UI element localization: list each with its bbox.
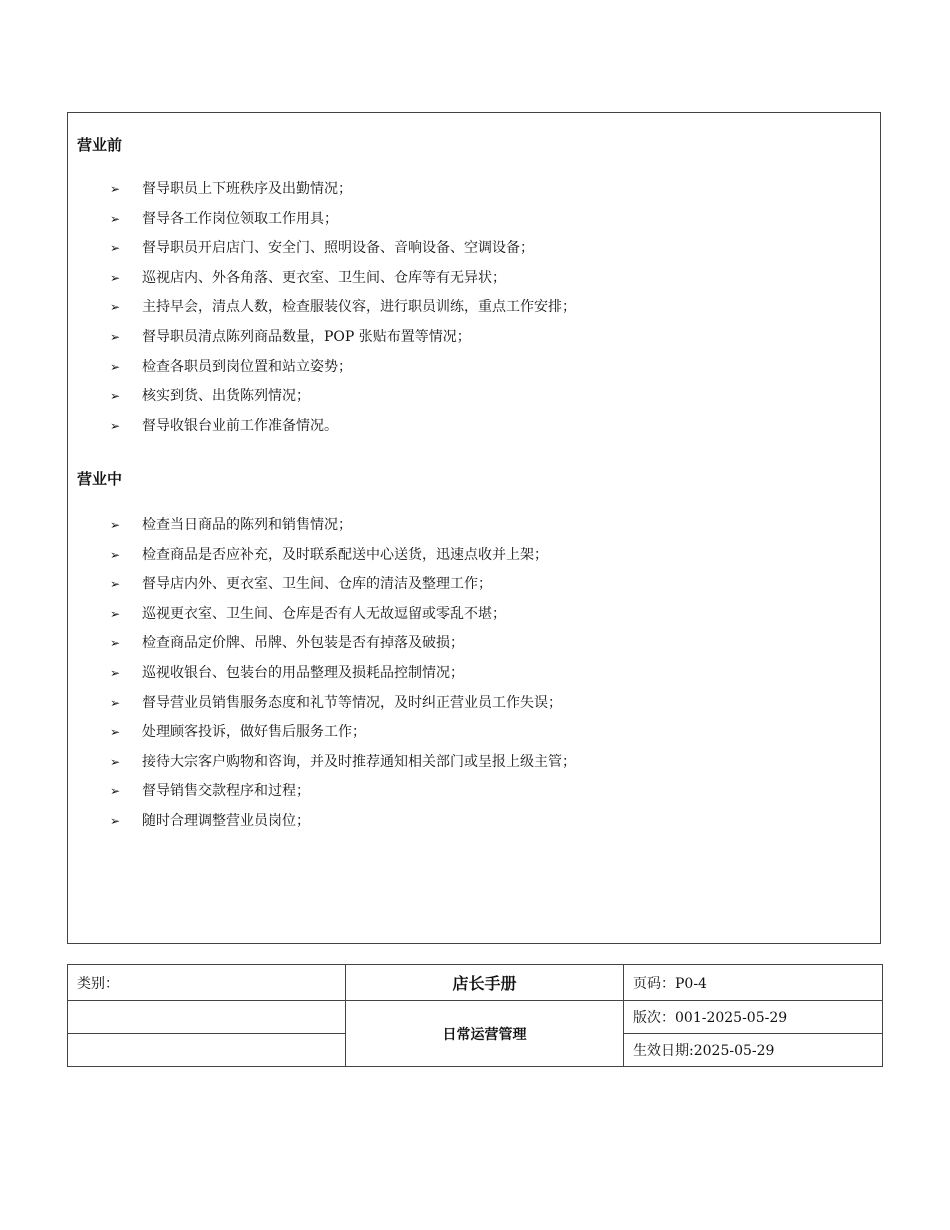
list-item-text: 督导各工作岗位领取工作用具； — [142, 210, 338, 227]
list-item-text: 督导店内外、更衣室、卫生间、仓库的清洁及整理工作； — [142, 576, 492, 593]
document-subtitle: 日常运营管理 — [346, 1001, 624, 1067]
list-item-text: 核实到货、出货陈列情况； — [142, 388, 310, 405]
arrowhead-bullet-icon: ➢ — [110, 813, 121, 828]
category-value-empty — [68, 1001, 346, 1034]
footer-row — [68, 1001, 883, 1034]
list-item-text: 巡视更衣室、卫生间、仓库是否有人无故逗留或零乱不堪； — [142, 605, 506, 622]
list-item-text: 接待大宗客户购物和咨询，并及时推荐通知相关部门或呈报上级主管； — [142, 753, 576, 770]
page-code: 页码：P0-4 — [624, 965, 883, 1001]
list-item-text: 检查商品定价牌、吊牌、外包装是否有掉落及破损； — [142, 635, 464, 652]
arrowhead-bullet-icon: ➢ — [110, 359, 121, 374]
manual-title: 店长手册 — [346, 965, 624, 1001]
arrowhead-bullet-icon: ➢ — [110, 577, 121, 592]
section-heading-before-business: 营业前 — [77, 136, 123, 154]
arrowhead-bullet-icon: ➢ — [110, 547, 121, 562]
arrowhead-bullet-icon: ➢ — [110, 754, 121, 769]
version: 版次：001-2025-05-29 — [624, 1001, 883, 1034]
effective-date: 生效日期:2025-05-29 — [624, 1034, 883, 1067]
list-item-text: 检查商品是否应补充，及时联系配送中心送货，迅速点收并上架； — [142, 546, 548, 563]
arrowhead-bullet-icon: ➢ — [110, 784, 121, 799]
list-item-text: 处理顾客投诉，做好售后服务工作； — [142, 724, 366, 741]
list-item-text: 巡视店内、外各角落、更衣室、卫生间、仓库等有无异状； — [142, 269, 506, 286]
list-item-text: 督导营业员销售服务态度和礼节等情况，及时纠正营业员工作失误； — [142, 694, 562, 711]
category-label: 类别： — [68, 965, 346, 1001]
list-item-text: 检查当日商品的陈列和销售情况； — [142, 517, 352, 533]
list-item-text: 检查各职员到岗位置和站立姿势； — [142, 358, 352, 375]
arrowhead-bullet-icon: ➢ — [110, 418, 121, 433]
arrowhead-bullet-icon: ➢ — [110, 270, 121, 285]
document-footer-table — [67, 964, 883, 1067]
list-item-text: 督导职员开启店门、安全门、照明设备、音响设备、空调设备； — [142, 240, 534, 257]
list-item-text: 督导职员上下班秩序及出勤情况； — [142, 181, 352, 197]
list-item-text: 随时合理调整营业员岗位； — [142, 812, 310, 829]
arrowhead-bullet-icon: ➢ — [110, 518, 121, 532]
arrowhead-bullet-icon: ➢ — [110, 241, 121, 256]
list-item-text: 督导收银台业前工作准备情况。 — [142, 417, 338, 434]
list-item-text: 主持早会，清点人数，检查服装仪容，进行职员训练，重点工作安排； — [142, 299, 576, 316]
content-box — [67, 112, 881, 944]
arrowhead-bullet-icon: ➢ — [110, 329, 121, 344]
arrowhead-bullet-icon: ➢ — [110, 665, 121, 680]
arrowhead-bullet-icon: ➢ — [110, 300, 121, 315]
section-heading-during-business: 营业中 — [77, 470, 123, 488]
arrowhead-bullet-icon: ➢ — [110, 695, 121, 710]
arrowhead-bullet-icon: ➢ — [110, 636, 121, 651]
list-item-text: 巡视收银台、包装台的用品整理及损耗品控制情况； — [142, 664, 464, 681]
arrowhead-bullet-icon: ➢ — [110, 389, 121, 404]
arrowhead-bullet-icon: ➢ — [110, 211, 121, 226]
arrowhead-bullet-icon: ➢ — [110, 725, 121, 740]
arrowhead-bullet-icon: ➢ — [110, 606, 121, 621]
list-item-text: 督导职员清点陈列商品数量，POP 张贴布置等情况； — [142, 328, 471, 345]
list-item-text: 督导销售交款程序和过程； — [142, 783, 310, 800]
footer-row — [68, 965, 883, 1001]
blank-cell — [68, 1034, 346, 1067]
arrowhead-bullet-icon: ➢ — [110, 182, 121, 196]
